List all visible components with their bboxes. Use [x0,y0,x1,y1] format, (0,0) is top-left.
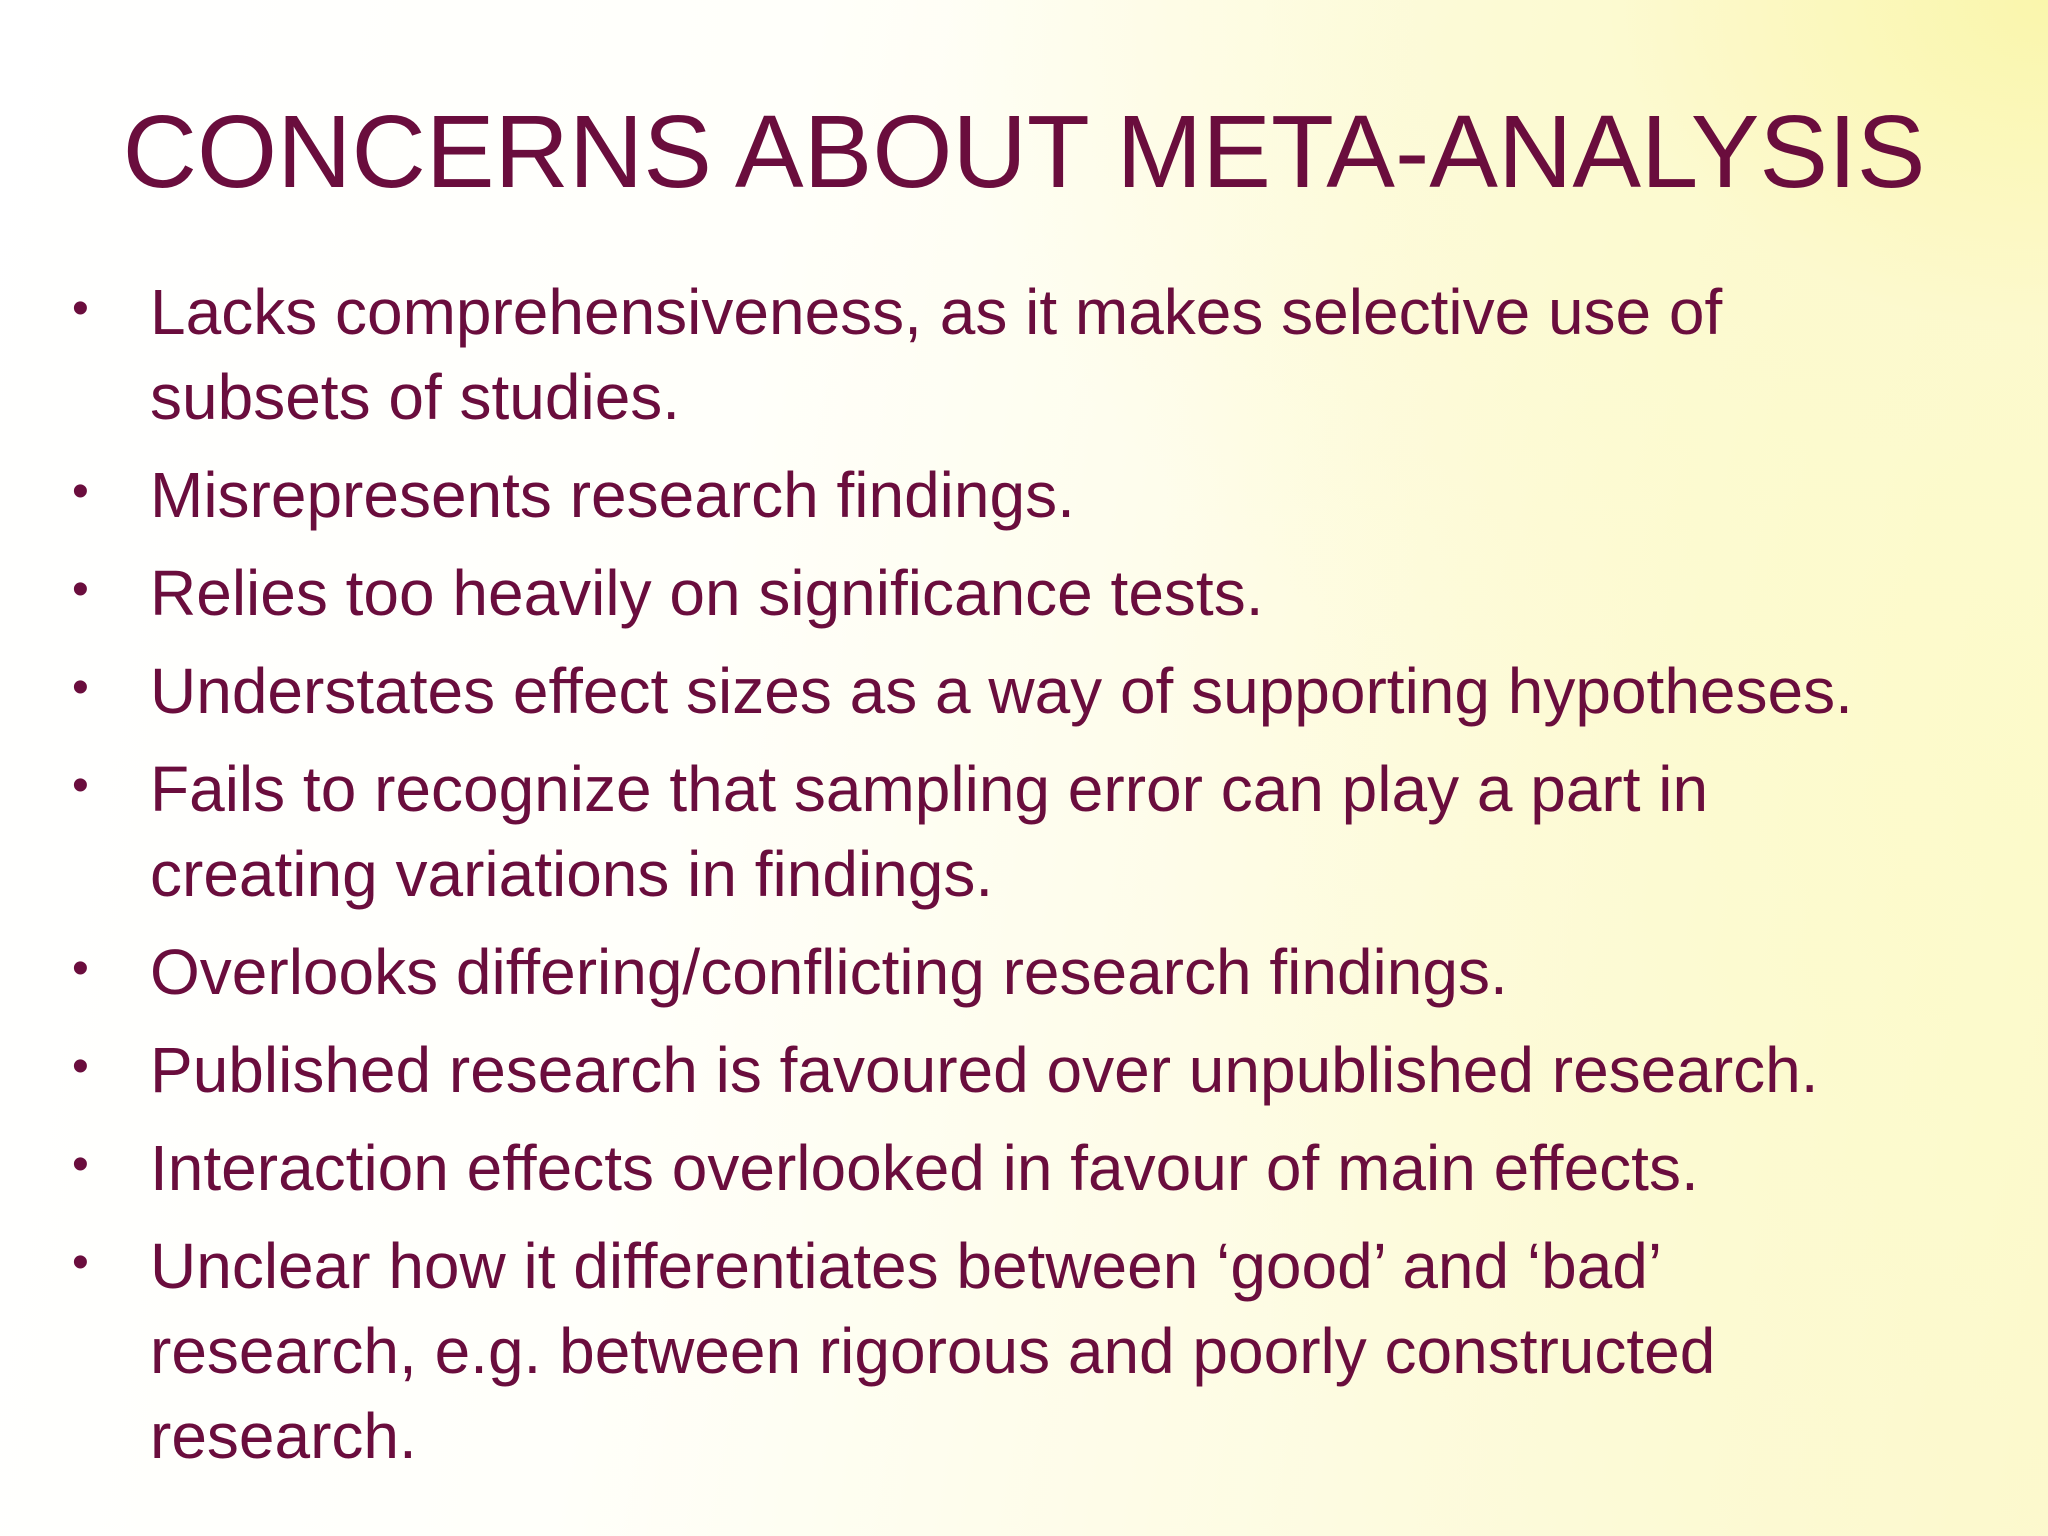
bullet-text: Relies too heavily on significance tests. [150,557,1264,629]
bullet-icon: • [72,1138,89,1191]
bullet-item [72,747,2012,917]
bullet-icon: • [72,282,89,335]
bullet-item [72,551,2012,636]
bullet-icon: • [72,942,89,995]
bullet-icon: • [72,759,89,812]
bullet-text: research. [150,1400,417,1472]
bullet-text: Understates effect sizes as a way of supporting hypotheses. [150,655,1853,727]
bullet-icon: • [72,563,89,616]
bullet-icon: • [72,661,89,714]
bullet-text: creating variations in findings. [150,838,994,910]
bullet-item [72,453,2012,538]
slide-title: CONCERNS ABOUT META-ANALYSIS [122,94,1926,209]
bullet-item [72,1028,2012,1113]
bullet-text: Published research is favoured over unpublished research. [150,1034,1819,1106]
bullet-list [72,270,2012,1492]
bullet-text: Lacks comprehensiveness, as it makes selective use of [150,276,1723,348]
bullet-text: subsets of studies. [150,361,681,433]
bullet-icon: • [72,1236,89,1289]
bullet-icon: • [72,1040,89,1093]
bullet-item [72,270,2012,440]
bullet-item [72,1224,2012,1479]
bullet-item [72,1126,2012,1211]
bullet-text: Fails to recognize that sampling error can play a part in [150,753,1709,825]
bullet-text: Overlooks differing/conflicting research findings. [150,936,1508,1008]
bullet-item [72,649,2012,734]
bullet-text: Misrepresents research findings. [150,459,1075,531]
bullet-text: Unclear how it differentiates between ‘good’ and ‘bad’ [150,1230,1663,1302]
bullet-text: Interaction effects overlooked in favour of main effects. [150,1132,1699,1204]
bullet-item [72,930,2012,1015]
bullet-icon: • [72,465,89,518]
bullet-text: research, e.g. between rigorous and poorly constructed [150,1315,1716,1387]
